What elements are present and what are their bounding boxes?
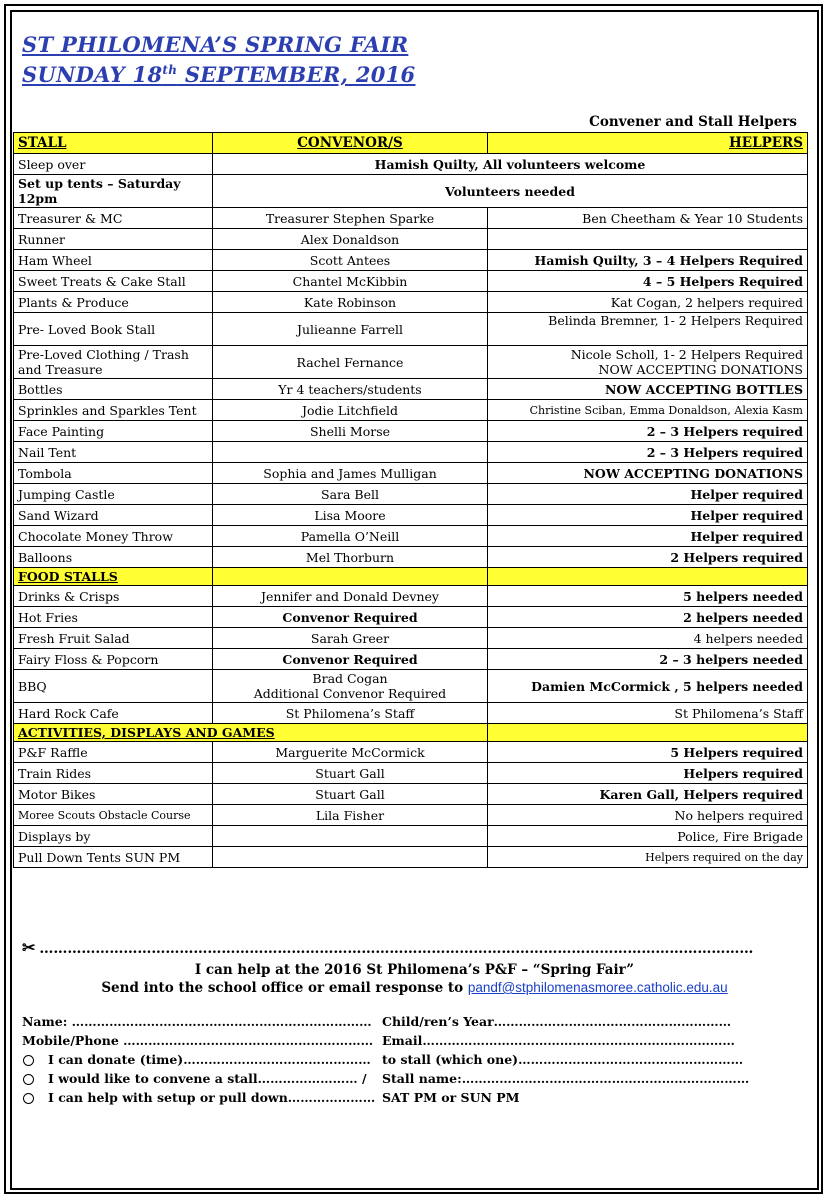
table-row — [14, 442, 808, 463]
section-empty-cell — [488, 568, 808, 586]
convenor-cell — [213, 442, 488, 463]
table-row — [14, 703, 808, 724]
form-row — [22, 1090, 802, 1109]
send-instructions — [0, 980, 829, 996]
table-row — [14, 607, 808, 628]
mobile-field[interactable]: Mobile/Phone …………………………………………………… — [22, 1033, 374, 1048]
table-row — [14, 400, 808, 421]
form-row — [22, 1033, 802, 1052]
table-row — [14, 346, 808, 379]
convenor-cell: St Philomena’s Staff — [213, 703, 488, 724]
convenor-cell: Convenor Required — [213, 649, 488, 670]
page-title-line1: ST PHILOMENA’S SPRING FAIR — [22, 32, 409, 57]
table-row — [14, 805, 808, 826]
stall-cell: Nail Tent — [14, 442, 213, 463]
form-row — [22, 1014, 802, 1033]
donate-label: I can donate (time)……………………………………… — [48, 1052, 371, 1067]
child-year-field[interactable]: Child/ren’s Year………………………………………………… — [382, 1014, 732, 1029]
stall-cell: Motor Bikes — [14, 784, 213, 805]
stall-cell: Train Rides — [14, 763, 213, 784]
convenor-cell: Julieanne Farrell — [213, 313, 488, 346]
merged-cell: Hamish Quilty, All volunteers welcome — [213, 154, 808, 175]
donate-option[interactable] — [22, 1052, 371, 1067]
table-row — [14, 175, 808, 208]
stall-cell: Hard Rock Cafe — [14, 703, 213, 724]
helpers-cell: Helpers required — [488, 763, 808, 784]
table-row — [14, 229, 808, 250]
helpers-cell: Karen Gall, Helpers required — [488, 784, 808, 805]
convenor-cell: Mel Thorburn — [213, 547, 488, 568]
stall-name-field[interactable]: Stall name:…………………………………………………………… — [382, 1071, 750, 1086]
radio-icon[interactable] — [23, 1055, 34, 1066]
convenor-cell: Rachel Fernance — [213, 346, 488, 379]
stall-cell: Plants & Produce — [14, 292, 213, 313]
helpers-cell: Helper required — [488, 526, 808, 547]
table-row — [14, 250, 808, 271]
email-field[interactable]: Email………………………………………………………………… — [382, 1033, 735, 1048]
stall-cell: Set up tents – Saturday 12pm — [14, 175, 213, 208]
convenor-cell: Marguerite McCormick — [213, 742, 488, 763]
convenor-cell: Sara Bell — [213, 484, 488, 505]
stall-cell: Face Painting — [14, 421, 213, 442]
helpers-cell: 2 Helpers required — [488, 547, 808, 568]
helpers-cell: Police, Fire Brigade — [488, 826, 808, 847]
stall-cell: Sleep over — [14, 154, 213, 175]
email-link[interactable]: pandf@stphilomenasmoree.catholic.edu.au — [467, 980, 728, 995]
setup-label: I can help with setup or pull down………………… — [48, 1090, 376, 1105]
table-row — [14, 826, 808, 847]
col-header-stall: STALL — [14, 133, 213, 154]
sat-sun-choice[interactable]: SAT PM or SUN PM — [382, 1090, 520, 1105]
helpers-line2: NOW ACCEPTING DONATIONS — [598, 362, 803, 377]
convenor-cell: Stuart Gall — [213, 784, 488, 805]
stall-cell: Fairy Floss & Popcorn — [14, 649, 213, 670]
table-row — [14, 484, 808, 505]
radio-icon[interactable] — [23, 1093, 34, 1104]
helpers-cell: St Philomena’s Staff — [488, 703, 808, 724]
stall-cell: Sprinkles and Sparkles Tent — [14, 400, 213, 421]
stall-cell: Balloons — [14, 547, 213, 568]
name-field[interactable]: Name: ……………………………………………………………… — [22, 1014, 372, 1029]
table-row — [14, 586, 808, 607]
section-header-food — [14, 568, 808, 586]
convenor-cell: Alex Donaldson — [213, 229, 488, 250]
to-stall-field[interactable]: to stall (which one)……………………………………………… — [382, 1052, 744, 1067]
helpers-cell: 4 – 5 Helpers Required — [488, 271, 808, 292]
merged-cell: Volunteers needed — [213, 175, 808, 208]
stall-cell: Sweet Treats & Cake Stall — [14, 271, 213, 292]
helpers-cell — [488, 229, 808, 250]
table-row — [14, 670, 808, 703]
table-row — [14, 292, 808, 313]
helpers-cell: Helper required — [488, 484, 808, 505]
stall-cell: Ham Wheel — [14, 250, 213, 271]
table-row — [14, 847, 808, 868]
stall-cell: Drinks & Crisps — [14, 586, 213, 607]
convenor-cell: Scott Antees — [213, 250, 488, 271]
convenor-cell: Kate Robinson — [213, 292, 488, 313]
table-row — [14, 313, 808, 346]
convenor-cell: Lila Fisher — [213, 805, 488, 826]
stall-cell: Pre-Loved Clothing / Trash and Treasure — [14, 346, 213, 379]
table-subheading: Convener and Stall Helpers — [589, 114, 797, 130]
convenor-cell: Sophia and James Mulligan — [213, 463, 488, 484]
helpers-line1: Nicole Scholl, 1- 2 Helpers Required — [570, 347, 803, 362]
table-row — [14, 379, 808, 400]
stall-cell: Moree Scouts Obstacle Course — [14, 805, 213, 826]
stall-cell: Sand Wizard — [14, 505, 213, 526]
convenor-cell: Yr 4 teachers/students — [213, 379, 488, 400]
stall-cell: Pull Down Tents SUN PM — [14, 847, 213, 868]
stall-cell: Chocolate Money Throw — [14, 526, 213, 547]
helpers-cell: 5 helpers needed — [488, 586, 808, 607]
stall-cell: Pre- Loved Book Stall — [14, 313, 213, 346]
convenor-cell: Convenor Required — [213, 607, 488, 628]
helpers-cell: No helpers required — [488, 805, 808, 826]
volunteer-form — [22, 1014, 802, 1109]
convenor-cell: Jennifer and Donald Devney — [213, 586, 488, 607]
stall-cell: Jumping Castle — [14, 484, 213, 505]
table-header-row — [14, 133, 808, 154]
stall-table — [13, 132, 808, 868]
col-header-convenor: CONVENOR/S — [213, 133, 488, 154]
helpers-cell: NOW ACCEPTING BOTTLES — [488, 379, 808, 400]
convenor-line2: Additional Convenor Required — [253, 686, 447, 701]
table-row — [14, 463, 808, 484]
table-row — [14, 742, 808, 763]
section-empty-cell — [213, 568, 488, 586]
convenor-cell: Treasurer Stephen Sparke — [213, 208, 488, 229]
section-header-activities — [14, 724, 808, 742]
convenor-line1: Brad Cogan — [312, 671, 388, 686]
form-row — [22, 1052, 802, 1071]
helpers-cell: 4 helpers needed — [488, 628, 808, 649]
section-title: FOOD STALLS — [14, 568, 213, 586]
helpers-cell: 2 – 3 helpers needed — [488, 649, 808, 670]
helpers-cell: Helpers required on the day — [488, 847, 808, 868]
helpers-cell: Hamish Quilty, 3 – 4 Helpers Required — [488, 250, 808, 271]
table-row — [14, 784, 808, 805]
table-row — [14, 628, 808, 649]
convenor-cell: Pamella O’Neill — [213, 526, 488, 547]
convenor-cell — [213, 826, 488, 847]
cut-line — [22, 938, 762, 957]
stall-cell: P&F Raffle — [14, 742, 213, 763]
setup-option[interactable] — [22, 1090, 375, 1105]
section-title: ACTIVITIES, DISPLAYS AND GAMES — [14, 724, 488, 742]
form-row — [22, 1071, 802, 1090]
section-empty-cell — [488, 724, 808, 742]
stall-cell: BBQ — [14, 670, 213, 703]
scissors-icon: ✂ — [22, 938, 36, 957]
page-title-line2 — [22, 62, 415, 87]
table-row — [14, 547, 808, 568]
dotted-cut-line: ……………………………………………………………………………………………………………………………………… — [39, 941, 754, 957]
helpers-cell: Helper required — [488, 505, 808, 526]
send-text: Send into the school office or email response to — [101, 980, 468, 996]
convene-label: I would like to convene a stall…………………… / — [48, 1071, 367, 1086]
radio-icon[interactable] — [23, 1074, 34, 1085]
helpers-cell: Christine Sciban, Emma Donaldson, Alexia Kasm — [488, 400, 808, 421]
title-day: SUNDAY 18 — [22, 62, 163, 87]
helpers-cell — [488, 346, 808, 379]
convenor-cell: Shelli Morse — [213, 421, 488, 442]
helpers-cell: 5 Helpers required — [488, 742, 808, 763]
stall-cell: Treasurer & MC — [14, 208, 213, 229]
helpers-cell: Ben Cheetham & Year 10 Students — [488, 208, 808, 229]
stall-cell: Displays by — [14, 826, 213, 847]
convenor-cell: Stuart Gall — [213, 763, 488, 784]
convenor-cell: Jodie Litchfield — [213, 400, 488, 421]
stall-cell: Runner — [14, 229, 213, 250]
table-row — [14, 421, 808, 442]
helpers-cell: 2 helpers needed — [488, 607, 808, 628]
helpers-cell: 2 – 3 Helpers required — [488, 421, 808, 442]
convenor-cell — [213, 670, 488, 703]
stall-cell: Hot Fries — [14, 607, 213, 628]
stall-cell: Bottles — [14, 379, 213, 400]
table-row — [14, 208, 808, 229]
table-row — [14, 526, 808, 547]
convene-option[interactable] — [22, 1071, 367, 1086]
table-row — [14, 763, 808, 784]
table-row — [14, 154, 808, 175]
stall-cell: Fresh Fruit Salad — [14, 628, 213, 649]
helpers-cell: Belinda Bremner, 1- 2 Helpers Required — [488, 313, 808, 346]
col-header-helpers: HELPERS — [488, 133, 808, 154]
help-heading: I can help at the 2016 St Philomena’s P&F – “Spring Fair” — [194, 962, 635, 978]
convenor-cell: Sarah Greer — [213, 628, 488, 649]
convenor-cell — [213, 847, 488, 868]
helpers-cell: Damien McCormick , 5 helpers needed — [488, 670, 808, 703]
table-row — [14, 271, 808, 292]
table-row — [14, 505, 808, 526]
title-day-suffix: th — [162, 63, 178, 77]
helpers-cell: NOW ACCEPTING DONATIONS — [488, 463, 808, 484]
table-row — [14, 649, 808, 670]
title-month-year: SEPTEMBER, 2016 — [177, 62, 416, 87]
convenor-cell: Chantel McKibbin — [213, 271, 488, 292]
stall-cell: Tombola — [14, 463, 213, 484]
convenor-cell: Lisa Moore — [213, 505, 488, 526]
helpers-cell: 2 – 3 Helpers required — [488, 442, 808, 463]
helpers-cell: Kat Cogan, 2 helpers required — [488, 292, 808, 313]
